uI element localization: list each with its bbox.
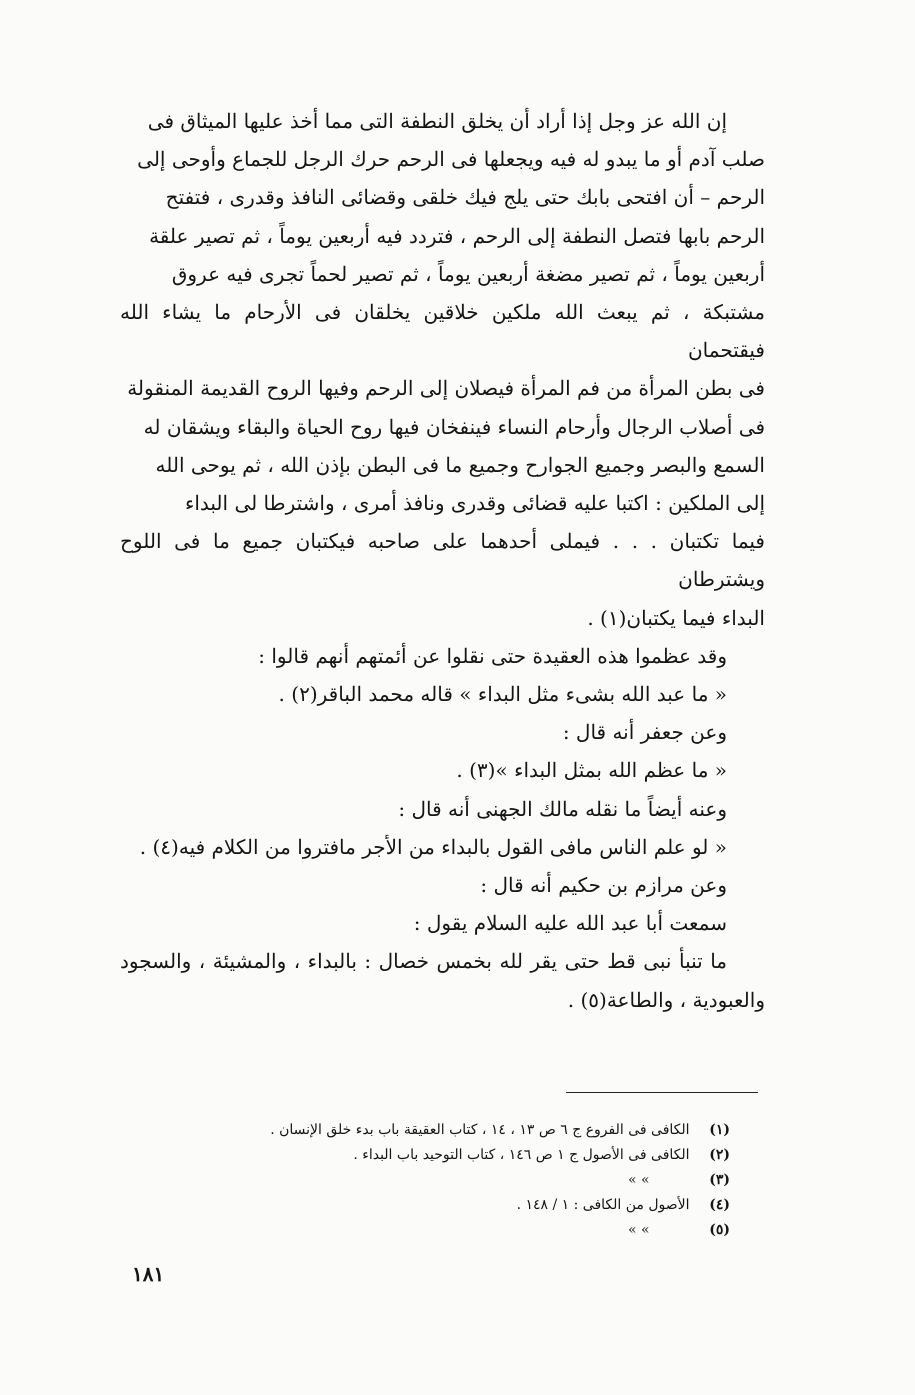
quote-line: « ما عبد الله بشىء مثل البداء » قاله محمد الباقر(٢) .	[278, 682, 727, 707]
text-line: الرحم بابها فتصل النطفة إلى الرحم ، فتردد فيه أربعين يوماً ، ثم تصير علقة	[149, 223, 765, 248]
footnote-number: (٣)	[709, 1172, 730, 1188]
text-line: وعنه أيضاً ما نقله مالك الجهنى أنه قال :	[398, 796, 727, 821]
main-paragraph	[120, 102, 765, 637]
text-line: أربعين يوماً ، ثم تصير مضغة أربعين يوماً ، ثم تصير لحماً تجرى فيه عروق	[171, 261, 765, 286]
text-line: سمعت أبا عبد الله عليه السلام يقول :	[413, 911, 727, 936]
page-number: ١٨١	[132, 1262, 165, 1286]
text-line: إلى الملكين : اكتبا عليه قضائى وقدرى ونافذ أمرى ، واشترطا لى البداء	[184, 491, 765, 516]
text-line: فى أصلاب الرجال وأرحام النساء فينفخان فيها روح الحياة والبقاء ويشقان له	[143, 414, 765, 439]
footnote	[240, 1143, 730, 1168]
text-line: وعن مرازم بن حكيم أنه قال :	[480, 873, 727, 898]
text-line: الرحم – أن افتحى بابك حتى يلج فيك خلقى وقضائى النافذ وقدرى ، فتفتح	[165, 185, 765, 210]
text-line: فيما تكتبان . . . فيملى أحدهما على صاحبه فيكتبان جميع ما فى اللوح ويشترطان	[120, 529, 765, 592]
footnote-number: (٢)	[709, 1147, 730, 1163]
footnote-separator	[566, 1092, 758, 1093]
text-line: البداء فيما يكتبان(١) .	[587, 605, 765, 630]
quote-line: ما تنبأ نبى قط حتى يقر لله بخمس خصال : بالبداء ، والمشيئة ، والسجود	[120, 949, 727, 974]
footnote	[240, 1118, 730, 1143]
text-line: فى بطن المرأة من فم المرأة فيصلان إلى الرحم وفيها الروح القديمة المنقولة	[127, 376, 765, 401]
text-line: وعن جعفر أنه قال :	[562, 720, 727, 745]
body-text	[120, 102, 765, 1019]
footnote-number: (٥)	[709, 1222, 730, 1238]
quote-line: والعبودية ، والطاعة(٥) .	[567, 987, 765, 1012]
footnote-text: الأصول من الكافى : ١ / ١٤٨ .	[516, 1197, 690, 1213]
text-line: صلب آدم أو ما يبدو له فيه ويجعلها فى الرحم حرك الرجل للجماع وأوحى إلى	[137, 147, 765, 172]
footnote	[240, 1218, 730, 1243]
footnote-number: (٤)	[709, 1197, 730, 1213]
footnote	[240, 1168, 730, 1193]
footnote-text: » »	[627, 1222, 650, 1238]
text-line: وقد عظموا هذه العقيدة حتى نقلوا عن أئمتهم أنهم قالوا :	[258, 643, 727, 668]
text-line: مشتبكة ، ثم يبعث الله ملكين خلاقين يخلقان فى الأرحام ما يشاء الله فيقتحمان	[120, 300, 765, 363]
footnotes	[240, 1118, 730, 1243]
footnote-text: الكافى فى الأصول ج ١ ص ١٤٦ ، كتاب التوحيد باب البداء .	[353, 1147, 690, 1163]
footnote-text: » »	[627, 1172, 650, 1188]
text-line: إن الله عز وجل إذا أراد أن يخلق النطفة التى مما أخذ عليها الميثاق فى	[147, 109, 727, 133]
footnote-number: (١)	[709, 1122, 730, 1138]
quote-line: « ما عظم الله بمثل البداء »(٣) .	[456, 758, 727, 783]
footnote	[240, 1193, 730, 1218]
footnote-text: الكافى فى الفروع ج ٦ ص ١٣ ، ١٤ ، كتاب العقيقة باب بدء خلق الإنسان .	[270, 1122, 690, 1138]
text-line: السمع والبصر وجميع الجوارح وجميع ما فى البطن بإذن الله ، ثم يوحى الله	[155, 452, 765, 477]
quote-line: « لو علم الناس مافى القول بالبداء من الأجر مافتروا من الكلام فيه(٤) .	[139, 834, 727, 859]
